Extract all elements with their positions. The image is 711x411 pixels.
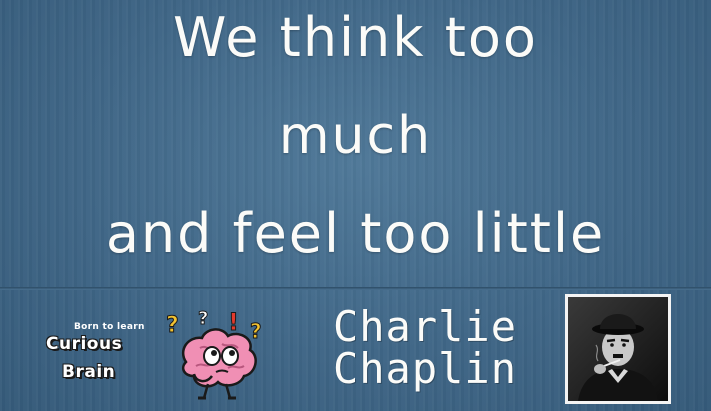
quote-line-1: We think too — [173, 6, 538, 69]
brain-body — [183, 329, 256, 398]
question-mark-icon: ? — [198, 308, 209, 329]
portrait-photo — [565, 294, 671, 404]
logo-word-brain: Brain — [62, 362, 116, 382]
logo-word-curious: Curious — [46, 334, 123, 354]
author-first-name: Charlie — [332, 302, 517, 351]
brain-icon — [166, 304, 278, 404]
quote-line-2: much — [278, 106, 433, 166]
question-mark-icon: ? — [250, 319, 262, 343]
portrait-image — [568, 297, 668, 401]
board-divider — [0, 287, 711, 290]
logo-tagline: Born to learn — [74, 322, 145, 332]
curious-brain-logo — [40, 302, 280, 404]
question-mark-icon: ? — [166, 313, 179, 338]
author-last-name: Chaplin — [332, 344, 517, 393]
exclamation-mark-icon: ! — [228, 308, 239, 336]
quote-line-3: and feel too little — [105, 202, 606, 265]
